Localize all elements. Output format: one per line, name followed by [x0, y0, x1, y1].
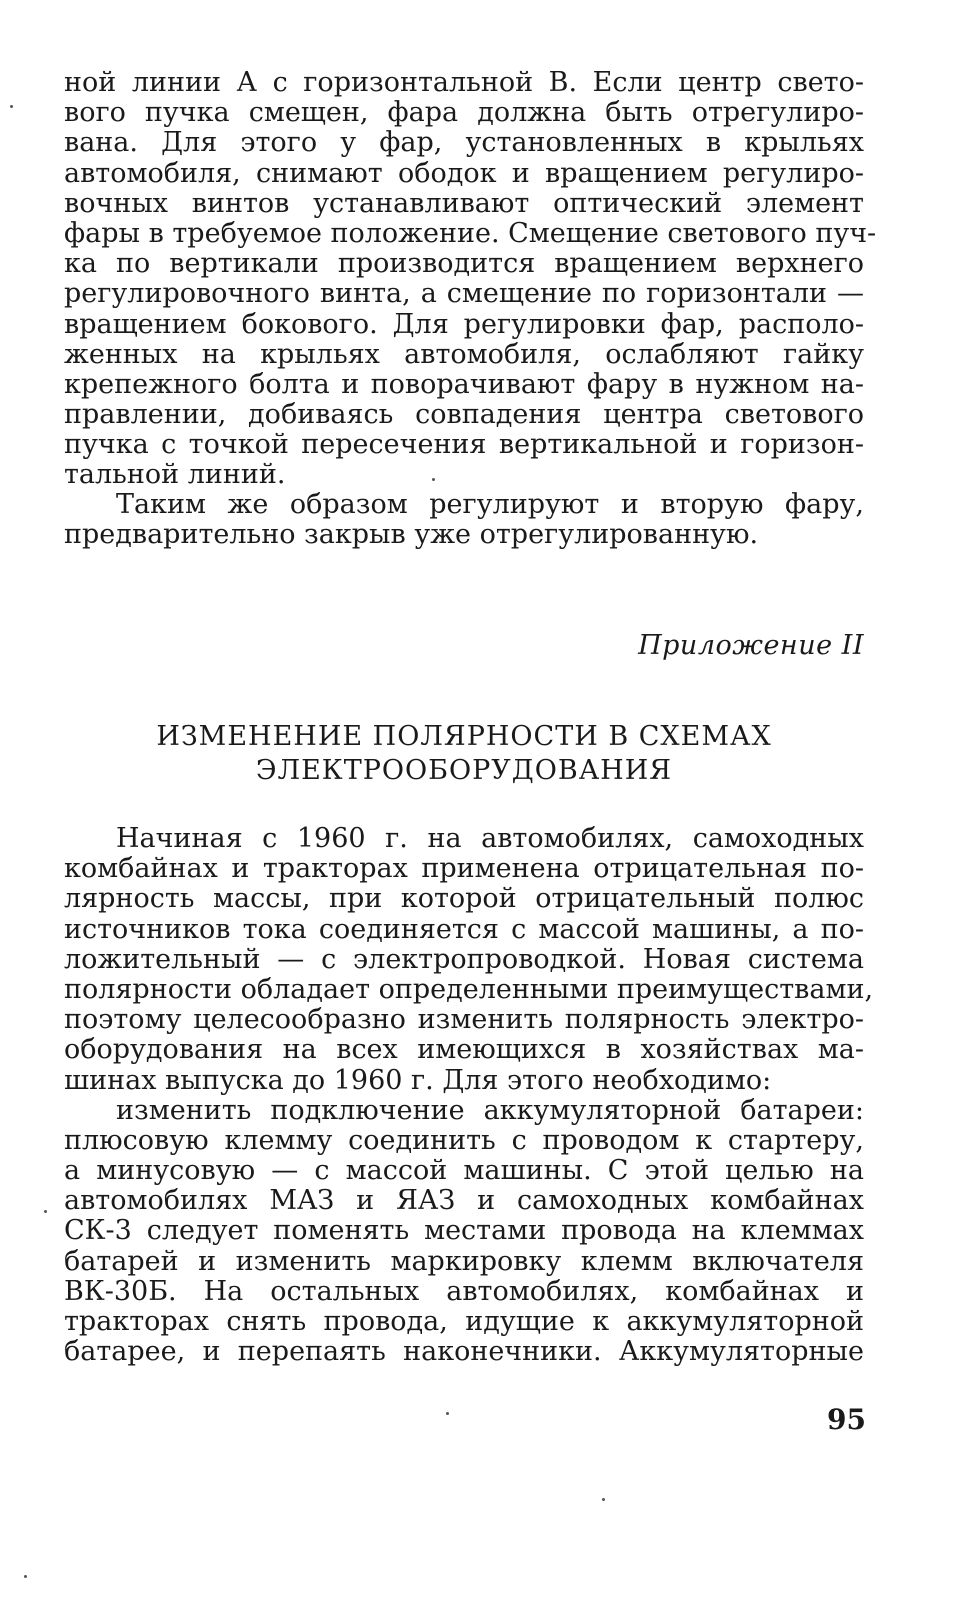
text-line: ка по вертикали производится вращением верхнего: [64, 248, 864, 280]
text-line: оборудования на всех имеющихся в хозяйствах ма-: [64, 1034, 864, 1066]
text-line: автомобиля, снимают ободок и вращением регулиро-: [64, 157, 864, 189]
text-line: Таким же образом регулируют и вторую фару,: [116, 489, 864, 520]
scan-speck: [432, 478, 435, 481]
scan-speck: [10, 105, 13, 108]
paragraph-headlamp-adjustment: [64, 67, 877, 491]
section-heading: [64, 720, 864, 788]
text-line: предварительно закрыв уже отрегулированную.: [64, 519, 759, 551]
text-line: лярность массы, при которой отрицательный полюс: [64, 883, 864, 915]
text-line: правлении, добиваясь совпадения центра светового: [64, 399, 864, 431]
text-line: вана. Для этого у фар, установленных в крыльях: [64, 127, 864, 159]
page-number: 95: [827, 1403, 866, 1436]
appendix-label: Приложение II: [638, 630, 864, 661]
text-line: ВК-30Б. На остальных автомобилях, комбайнах и: [64, 1275, 864, 1307]
text-line: плюсовую клемму соединить с проводом к стартеру,: [64, 1124, 864, 1156]
text-line: комбайнах и тракторах применена отрицательная по-: [64, 853, 864, 885]
text-line: вращением бокового. Для регулировки фар, располо-: [64, 308, 864, 340]
text-line: пучка с точкой пересечения вертикальной и горизон-: [64, 429, 864, 461]
text-line: ной линии А с горизонтальной В. Если центр свето-: [64, 67, 864, 98]
text-line: регулировочного винта, а смещение по горизонтали —: [64, 278, 864, 310]
text-line: полярности обладает определенными преимуществами,: [64, 973, 874, 1005]
paragraph-second-headlamp: [64, 490, 864, 550]
text-line: фары в требуемое положение. Смещение светового пуч-: [64, 217, 877, 249]
text-line: СК-3 следует поменять местами провода на клеммах: [64, 1215, 864, 1247]
text-line: батарей и изменить маркировку клемм включателя: [64, 1245, 864, 1277]
text-line: источников тока соединяется с массой машины, а по-: [64, 913, 864, 945]
heading-line: ЭЛЕКТРООБОРУДОВАНИЯ: [255, 755, 673, 786]
heading-line: ИЗМЕНЕНИЕ ПОЛЯРНОСТИ В СХЕМАХ: [156, 721, 772, 752]
text-line: поэтому целесообразно изменить полярность электро-: [64, 1004, 864, 1036]
scan-speck: [44, 1210, 47, 1213]
text-line: крепежного болта и поворачивают фару в нужном на-: [64, 368, 864, 400]
scan-speck: [446, 1412, 449, 1415]
text-line: вочных винтов устанавливают оптический элемент: [64, 187, 864, 219]
text-line: Начиная с 1960 г. на автомобилях, самоходных: [116, 823, 864, 854]
text-line: а минусовую — с массой машины. С этой целью на: [64, 1155, 864, 1187]
paragraph-polarity-change: [64, 823, 874, 1368]
text-line: ложительный — с электропроводкой. Новая система: [64, 943, 864, 975]
scan-speck: [602, 1498, 605, 1501]
text-line: изменить подключение аккумуляторной батареи:: [116, 1094, 864, 1126]
text-line: вого пучка смещен, фара должна быть отрегулиро-: [64, 97, 864, 129]
text-line: женных на крыльях автомобиля, ослабляют гайку: [64, 338, 864, 370]
text-line: шинах выпуска до 1960 г. Для этого необходимо:: [64, 1064, 772, 1096]
text-line: тракторах снять провода, идущие к аккумуляторной: [64, 1306, 864, 1337]
scan-speck: [24, 1575, 27, 1578]
text-line: автомобилях МАЗ и ЯАЗ и самоходных комбайнах: [64, 1185, 864, 1217]
text-line: батарее, и перепаять наконечники. Аккумуляторные: [64, 1336, 864, 1368]
text-line: тальной линий.: [64, 459, 286, 491]
